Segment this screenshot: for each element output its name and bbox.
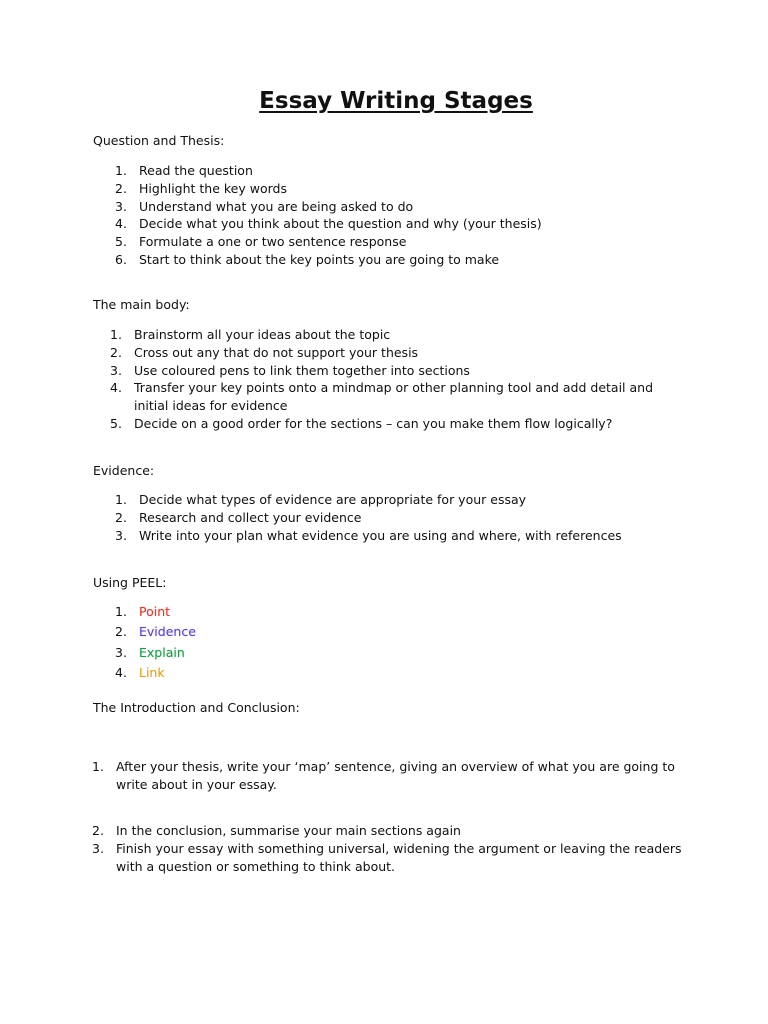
list-item: 2. Cross out any that do not support your thesis [110,344,419,360]
list-item: 1. Decide what types of evidence are appropriate for your essay [115,492,527,507]
peel-point: Point [139,604,171,619]
list-item: 2. In the conclusion, summarise your main sections again [92,823,461,838]
list-item: 3. Write into your plan what evidence you are using and where, with references [115,527,622,543]
list-item: 2. Highlight the key words [115,180,287,196]
list-item: 4. Link [115,664,165,680]
list-item: 3. Explain [115,644,185,660]
main-body-list [110,326,654,433]
list-item: 1. Point [115,604,171,619]
section-heading-intro-conclusion: The Introduction and Conclusion: [93,700,300,715]
section-heading-main-body: The main body: [93,297,190,312]
list-item: 2. Evidence [115,624,196,640]
evidence-list [115,491,699,544]
list-item: 4. Decide what you think about the question and why (your thesis) [115,216,542,232]
list-item: 1. Read the question [115,163,253,178]
section-heading-question: Question and Thesis: [93,133,225,148]
list-item: 5. Decide on a good order for the sections – can you make them flow logically? [110,415,613,431]
list-item: 3. Finish your essay with something universal, widening the argument or leaving the readers with a question or something to think about. [92,840,682,874]
peel-list [115,602,439,683]
list-item: 1. Brainstorm all your ideas about the topic [110,327,391,342]
list-item: 3. Understand what you are being asked to do [115,198,414,214]
peel-explain: Explain [139,644,185,660]
question-list [115,162,699,269]
peel-link: Link [139,664,165,680]
list-item: 3. Use coloured pens to link them together into sections [110,362,470,378]
section-heading-peel: Using PEEL: [93,575,167,590]
list-item: 2. Research and collect your evidence [115,509,362,525]
list-item: 4. Transfer your key points onto a mindmap or other planning tool and add detail and initial ideas for evidence [110,380,654,414]
section-heading-evidence: Evidence: [93,463,155,478]
list-item: 1. After your thesis, write your ‘map’ sentence, giving an overview of what you are going to write about in your essay. [92,759,675,792]
intro-list [92,758,706,794]
page-title: Essay Writing Stages [259,88,533,114]
list-item: 6. Start to think about the key points you are going to make [115,251,500,267]
peel-evidence: Evidence [139,624,196,640]
list-item: 5. Formulate a one or two sentence response [115,234,407,250]
conclusion-list [92,822,706,875]
